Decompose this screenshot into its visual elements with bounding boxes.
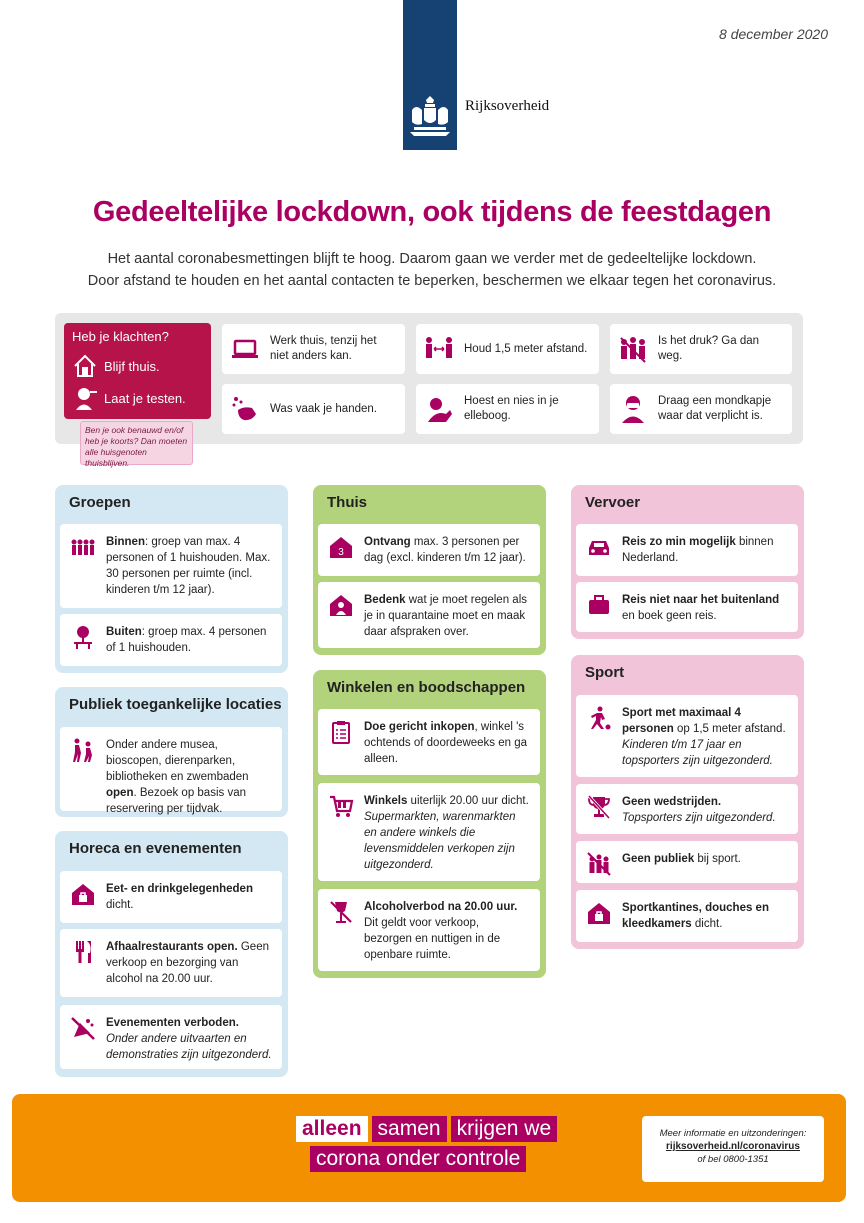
get-tested-row [72,382,203,414]
winkels-bold: Winkels [364,795,408,807]
group-people-icon [70,534,96,560]
even-bold: Evenementen verboden. [106,1017,239,1029]
coat-of-arms-icon [406,96,454,136]
horeca-eet-card [60,871,282,923]
info-heading: Meer informatie en uitzonderingen: [659,1128,807,1139]
house-number: 3 [338,547,344,558]
suitcase-icon [586,592,612,618]
intro-line-1: Het aantal coronabesmettingen blijft te hoog. Daarom gaan we verder met de gedeeltelijke lockdown. [107,251,757,267]
eet-text: dicht. [106,899,134,911]
tip-busy [610,324,792,374]
publiek-text-2: . Bezoek op basis van reservering per tijdvak. [106,787,246,815]
thuis-bedenk-card [318,582,540,648]
winkelen-doel-card [318,709,540,775]
kantine-bold: Sportkantines, douches en kleedkamers [622,902,769,930]
symptoms-question: Heb je klachten? [72,329,169,344]
sport-heading: Sport [585,664,625,681]
slogan-word-krijgen: krijgen we [451,1116,558,1142]
winkelen-winkels-card [318,783,540,881]
tip-busy-label: Is het druk? Ga dan weg. [658,335,760,362]
doel-bold: Doe gericht inkopen [364,721,475,733]
tip-mask-label: Draag een mondkapje waar dat verplicht is. [658,395,772,422]
sport-max-text: op 1,5 meter afstand. [673,723,786,735]
sport-kantine-card [576,890,798,942]
sport-max-bold: Sport met maximaal 4 personen [622,707,741,735]
groepen-binnen-card [60,524,282,608]
home-icon [72,353,98,379]
eet-bold: Eet- en drinkgelegenheden [106,883,253,895]
winkels-text: uiterlijk 20.00 uur dicht. [407,795,529,807]
slogan-word-alleen: alleen [296,1116,368,1142]
slogan-line-2 [310,1146,557,1172]
wash-hands-icon [230,394,260,424]
slogan-word-samen: samen [372,1116,447,1142]
publiek-bold: open [106,787,134,799]
sport-max-card [576,695,798,777]
winkelen-alcohol-card [318,889,540,971]
groepen-buiten-card [60,614,282,666]
tip-work-home-label: Werk thuis, tenzij het niet anders kan. [270,335,377,362]
slogan [296,1116,557,1176]
reis-bold: Reis zo min mogelijk [622,536,736,548]
binnen-text: : groep van max. 4 personen of 1 huishouden. Max. 30 personen per ruimte (incl. kinderen t/m 12 jaar). [106,536,271,596]
symptoms-box [64,323,211,419]
get-tested-label: Laat je testen. [104,390,186,406]
sport-wed-card [576,784,798,834]
vervoer-buitenland-card [576,582,798,632]
slogan-word-corona: corona onder controle [310,1146,526,1172]
winkelen-heading: Winkelen en boodschappen [327,679,526,696]
binnen-bold: Binnen [106,536,145,548]
buitenland-text: en boek geen reis. [622,610,717,622]
shopping-list-icon [328,719,354,745]
shopping-cart-icon [328,793,354,819]
alcohol-text: Dit geldt voor verkoop, bezorgen en nuttigen in de openbare ruimte. [364,917,501,961]
ontvang-bold: Ontvang [364,536,411,548]
groepen-heading: Groepen [69,494,131,511]
tip-wash [222,384,405,434]
intro-line-2: Door afstand te houden en het aantal contacten te beperken, beschermen we elkaar tegen het coronavirus. [87,273,777,289]
laptop-icon [230,334,260,364]
picnic-tree-icon [70,624,96,650]
bedenk-bold: Bedenk [364,594,406,606]
info-box [642,1116,824,1182]
no-events-icon [70,1015,96,1041]
horeca-afhaal-card [60,929,282,997]
horeca-heading: Horeca en evenementen [69,840,242,857]
wed-bold: Geen wedstrijden. [622,796,722,808]
sport-max-sub: Kinderen t/m 17 jaar en topsporters zijn uitgezonderd. [622,739,773,767]
logo-text: Rijksoverheid [465,98,550,114]
ontvang-text: max. 3 personen per dag (excl. kinderen t/m 12 jaar). [364,536,526,564]
cutlery-icon [70,939,96,965]
stay-home-row [72,350,203,382]
kantine-text: dicht. [691,918,723,930]
publiek-text-1: Onder andere musea, bioscopen, dierenparken, bibliotheken en zwembaden [106,739,249,783]
intro-text [40,248,824,292]
slogan-line-1 [296,1116,557,1142]
publiek-heading: Publiek toegankelijke locaties [69,696,282,713]
no-trophy-icon [586,794,612,820]
thuis-ontvang-card [318,524,540,576]
tip-mask [610,384,792,434]
sport-publiek-text: bij sport. [694,853,741,865]
sport-publiek-card [576,841,798,883]
thuis-heading: Thuis [327,494,367,511]
quarantine-house-icon [328,592,354,618]
tip-work-home [222,324,405,374]
no-alcohol-icon [328,899,354,925]
crowd-icon [618,334,648,364]
page-title: Gedeeltelijke lockdown, ook tijdens de feestdagen [92,196,772,228]
cough-elbow-icon [424,394,454,424]
football-player-icon [586,705,612,731]
sport-publiek-bold: Geen publiek [622,853,695,865]
closed-building-icon [586,900,612,926]
symptoms-note: Ben je ook benauwd en/of heb je koorts? Dan moeten alle huisgenoten thuisblijven. [80,421,193,465]
vervoer-reis-card [576,524,798,576]
buiten-bold: Buiten [106,626,142,638]
tip-distance [416,324,599,374]
alcohol-bold: Alcoholverbod na 20.00 uur. [364,901,518,913]
doel-text: , winkel 's ochtends of doordeweeks en ga alleen. [364,721,528,765]
document-date: 8 december 2020 [719,26,828,42]
bedenk-text: wat je moet regelen als je in quarantaine moet en maak daar afspraken over. [364,594,527,638]
mask-icon [618,394,648,424]
vervoer-heading: Vervoer [585,494,641,511]
afhaal-text: Geen verkoop en bezorging van alcohol na 20.00 uur. [106,941,269,985]
house-three-icon [328,534,354,560]
reis-text: binnen Nederland. [622,536,774,564]
buitenland-bold: Reis niet naar het buitenland [622,594,780,606]
distance-icon [424,334,454,364]
no-audience-icon [586,851,612,877]
tip-cough-label: Hoest en nies in je elleboog. [464,395,559,422]
wed-sub: Topsporters zijn uitgezonderd. [622,812,776,824]
test-icon [72,385,98,411]
info-link[interactable]: rijksoverheid.nl/coronavirus [666,1141,800,1152]
stay-home-label: Blijf thuis. [104,358,160,374]
horeca-even-card [60,1005,282,1069]
closed-building-icon [70,881,96,907]
car-icon [586,534,612,560]
info-phone: of bel 0800-1351 [697,1154,769,1165]
even-sub: Onder andere uitvaarten en demonstraties zijn uitgezonderd. [106,1033,272,1061]
tip-wash-label: Was vaak je handen. [270,402,377,415]
publiek-card [60,727,282,815]
afhaal-bold: Afhaalrestaurants open. [106,941,238,953]
tip-cough [416,384,599,434]
buiten-text: : groep max. 4 personen of 1 huishouden. [106,626,267,654]
winkels-sub: Supermarkten, warenmarkten en andere winkels die levensmiddelen verkopen zijn uitgezonderd. [364,811,516,871]
tip-distance-label: Houd 1,5 meter afstand. [464,342,588,355]
walking-people-icon [70,737,96,763]
